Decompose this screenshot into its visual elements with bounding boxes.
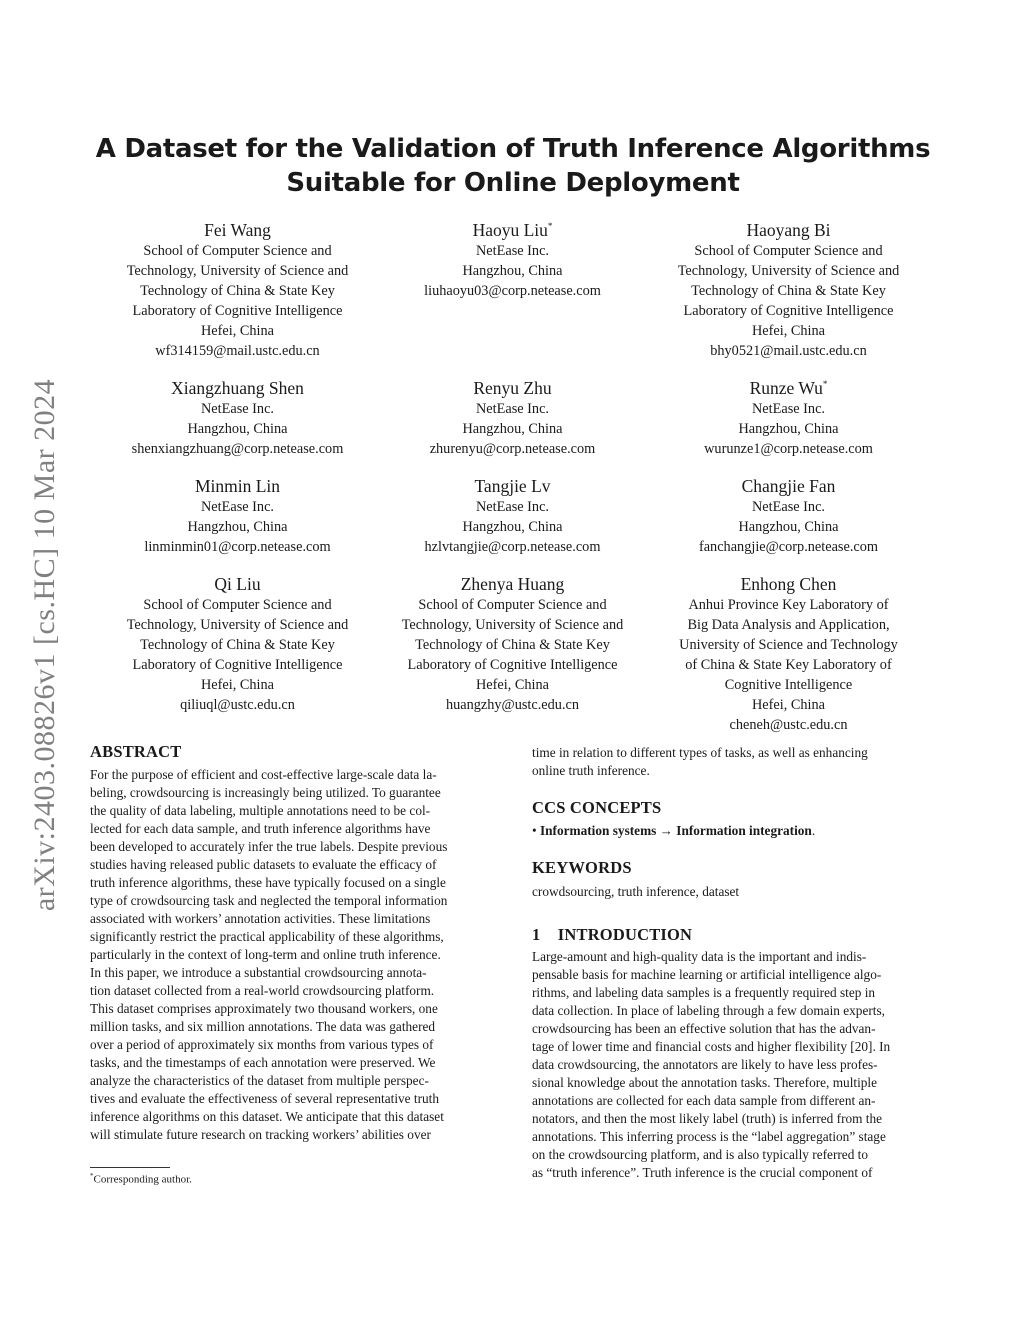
affiliation-line: NetEase Inc.	[475, 242, 550, 259]
author-name: Haoyang Bi	[746, 219, 831, 240]
affiliation-line: Laboratory of Cognitive Intelligence	[683, 302, 894, 319]
title-line-1: A Dataset for the Validation of Truth Inference Algorithms	[95, 134, 931, 164]
text-line: tion dataset collected from a real-world crowdsourcing platform.	[90, 983, 435, 998]
author-block	[651, 373, 926, 459]
introduction-heading: 1 INTRODUCTION	[532, 925, 693, 944]
text-line: For the purpose of efficient and cost-effective large-scale data la-	[90, 767, 437, 782]
affiliation-line: Big Data Analysis and Application,	[687, 616, 890, 633]
ccs-heading: CCS CONCEPTS	[532, 798, 662, 817]
text-line: tasks, and the timestamps of each annotation were preserved. We	[90, 1055, 436, 1070]
affiliation-line: Hangzhou, China	[187, 518, 288, 535]
author-email: liuhaoyu03@corp.netease.com	[424, 282, 601, 299]
affiliation-line: Technology, University of Science and	[677, 262, 900, 279]
text-line: rithms, and labeling data samples is a frequently required step in	[532, 985, 876, 1000]
author-block	[100, 215, 375, 361]
text-line: on the crowdsourcing platform, and is also typically referred to	[532, 1147, 869, 1162]
text-line: Large-amount and high-quality data is the important and indis-	[532, 949, 867, 964]
author-block	[375, 373, 650, 459]
author-email: wf314159@mail.ustc.edu.cn	[155, 342, 320, 359]
author-email: zhurenyu@corp.netease.com	[429, 440, 596, 457]
author-email: wurunze1@corp.netease.com	[704, 440, 873, 457]
author-name: Zhenya Huang	[460, 573, 565, 594]
author-email: qiliuql@ustc.edu.cn	[180, 696, 295, 713]
author-block	[375, 215, 650, 301]
text-line: as “truth inference”. Truth inference is the crucial component of	[532, 1165, 873, 1180]
author-email: bhy0521@mail.ustc.edu.cn	[710, 342, 867, 359]
text-line: tives and evaluate the effectiveness of several representative truth	[90, 1091, 440, 1106]
text-line: crowdsourcing has been an effective solution that has the advan-	[532, 1021, 876, 1036]
text-line: studies having released public datasets to evaluate the efficacy of	[90, 857, 437, 872]
affiliation-line: Hangzhou, China	[738, 518, 839, 535]
paper-title	[90, 132, 936, 200]
author-block	[651, 569, 926, 735]
affiliation-line: Technology of China & State Key	[140, 636, 335, 653]
author-name: Haoyu Liu*	[472, 219, 553, 240]
text-line: annotations are collected for each data sample from different an-	[532, 1093, 876, 1108]
abstract-heading: ABSTRACT	[90, 742, 182, 761]
author-block	[651, 471, 926, 557]
author-block	[375, 569, 650, 715]
abstract-continued	[532, 744, 935, 780]
affiliation-line: School of Computer Science and	[418, 596, 607, 613]
text-line: over a period of approximately six months from various types of	[90, 1037, 434, 1052]
period: .	[811, 823, 816, 838]
author-name: Renyu Zhu	[473, 377, 552, 398]
text-line: sional knowledge about the annotation tasks. Therefore, multiple	[532, 1075, 878, 1090]
author-email: hzlvtangjie@corp.netease.com	[424, 538, 601, 555]
author-block	[100, 471, 375, 557]
affiliation-line: Hefei, China	[200, 676, 275, 693]
affiliation-line: NetEase Inc.	[475, 498, 550, 515]
ccs-term: Information integration	[676, 823, 812, 838]
affiliation-line: NetEase Inc.	[751, 400, 826, 417]
affiliation-line: Technology, University of Science and	[401, 616, 624, 633]
author-name: Fei Wang	[204, 219, 271, 240]
text-line: the quality of data labeling, multiple annotations need to be col-	[90, 803, 431, 818]
title-line-2: Suitable for Online Deployment	[286, 168, 740, 198]
author-email: linminmin01@corp.netease.com	[144, 538, 331, 555]
affiliation-line: Hangzhou, China	[462, 262, 563, 279]
text-line: significantly restrict the practical applicability of these algorithms,	[90, 929, 444, 944]
text-line: crowdsourcing, truth inference, dataset	[532, 884, 740, 899]
text-line: data collection. In place of labeling through a few domain experts,	[532, 1003, 885, 1018]
author-name: Enhong Chen	[740, 573, 837, 594]
affiliation-line: School of Computer Science and	[143, 242, 332, 259]
affiliation-line: School of Computer Science and	[694, 242, 883, 259]
affiliation-line: Laboratory of Cognitive Intelligence	[132, 302, 343, 319]
text-line: In this paper, we introduce a substantial crowdsourcing annota-	[90, 965, 427, 980]
text-line: truth inference algorithms, these have typically focused on a single	[90, 875, 446, 890]
author-email: shenxiangzhuang@corp.netease.com	[131, 440, 344, 457]
affiliation-line: Technology, University of Science and	[126, 262, 349, 279]
footnote	[90, 1172, 192, 1186]
text-line: lected for each data sample, and truth inference algorithms have	[90, 821, 431, 836]
arxiv-stamp-text: arXiv:2403.08826v1 [cs.HC] 10 Mar 2024	[28, 378, 61, 912]
affiliation-line: School of Computer Science and	[143, 596, 332, 613]
author-block	[375, 471, 650, 557]
text-line: associated with workers’ annotation activities. These limitations	[90, 911, 431, 926]
text-line: beling, crowdsourcing is increasingly being utilized. To guarantee	[90, 785, 441, 800]
affiliation-line: Cognitive Intelligence	[724, 676, 853, 693]
text-line: notators, and then the most likely label (truth) is inferred from the	[532, 1111, 883, 1126]
text-line: online truth inference.	[532, 763, 650, 778]
affiliation-line: Hangzhou, China	[187, 420, 288, 437]
author-name: Runze Wu*	[749, 377, 828, 398]
author-name: Tangjie Lv	[474, 475, 551, 496]
text-line: will stimulate future research on tracking workers’ abilities over	[90, 1127, 431, 1142]
affiliation-line: NetEase Inc.	[475, 400, 550, 417]
author-name: Xiangzhuang Shen	[171, 377, 304, 398]
affiliation-line: of China & State Key Laboratory of	[685, 656, 892, 673]
affiliation-line: NetEase Inc.	[200, 400, 275, 417]
keywords-heading: KEYWORDS	[532, 858, 632, 877]
affiliation-line: Hefei, China	[751, 696, 826, 713]
bullet: •	[532, 823, 537, 838]
affiliation-line: Technology, University of Science and	[126, 616, 349, 633]
footnote-rule	[90, 1167, 170, 1168]
author-email: huangzhy@ustc.edu.cn	[445, 696, 580, 713]
affiliation-line: Hangzhou, China	[738, 420, 839, 437]
author-email: cheneh@ustc.edu.cn	[729, 716, 848, 733]
affiliation-line: NetEase Inc.	[751, 498, 826, 515]
text-line: data crowdsourcing, the annotators are likely to have less profes-	[532, 1057, 878, 1072]
affiliation-line: Hefei, China	[475, 676, 550, 693]
keywords-text	[532, 883, 935, 901]
text-line: This dataset comprises approximately two thousand workers, one	[90, 1001, 438, 1016]
ccs-term: Information systems	[539, 823, 657, 838]
text-line: type of crowdsourcing task and neglected the temporal information	[90, 893, 448, 908]
affiliation-line: University of Science and Technology	[679, 636, 898, 653]
affiliation-line: Technology of China & State Key	[691, 282, 886, 299]
affiliation-line: Technology of China & State Key	[415, 636, 610, 653]
arrow-icon: →	[659, 823, 673, 838]
author-block	[100, 373, 375, 459]
author-block	[100, 569, 375, 715]
affiliation-line: Hefei, China	[200, 322, 275, 339]
affiliation-line: Hefei, China	[751, 322, 826, 339]
arxiv-stamp	[20, 340, 70, 950]
introduction-text	[532, 948, 935, 1182]
author-block	[651, 215, 926, 361]
affiliation-line: Laboratory of Cognitive Intelligence	[132, 656, 343, 673]
text-line: tage of lower time and financial costs and higher flexibility [20]. In	[532, 1039, 891, 1054]
text-line: pensable basis for machine learning or artificial intelligence algo-	[532, 967, 882, 982]
affiliation-line: Technology of China & State Key	[140, 282, 335, 299]
ccs-concepts	[532, 822, 935, 840]
text-line: particularly in the context of long-term and online truth inference.	[90, 947, 441, 962]
author-name: Minmin Lin	[194, 475, 281, 496]
author-name: Qi Liu	[214, 573, 261, 594]
affiliation-line: Anhui Province Key Laboratory of	[688, 596, 889, 613]
text-line: annotations. This inferring process is the “label aggregation” stage	[532, 1129, 886, 1144]
text-line: inference algorithms on this dataset. We anticipate that this dataset	[90, 1109, 444, 1124]
text-line: analyze the characteristics of the dataset from multiple perspec-	[90, 1073, 429, 1088]
affiliation-line: Hangzhou, China	[462, 420, 563, 437]
footnote-mark: *	[90, 1172, 94, 1180]
abstract-text	[90, 766, 493, 1144]
footnote-text: Corresponding author.	[93, 1173, 192, 1186]
author-name: Changjie Fan	[741, 475, 836, 496]
affiliation-line: Hangzhou, China	[462, 518, 563, 535]
affiliation-line: NetEase Inc.	[200, 498, 275, 515]
text-line: been developed to accurately infer the true labels. Despite previous	[90, 839, 448, 854]
text-line: million tasks, and six million annotations. The data was gathered	[90, 1019, 436, 1034]
affiliation-line: Laboratory of Cognitive Intelligence	[407, 656, 618, 673]
author-email: fanchangjie@corp.netease.com	[698, 538, 879, 555]
text-line: time in relation to different types of tasks, as well as enhancing	[532, 745, 868, 760]
